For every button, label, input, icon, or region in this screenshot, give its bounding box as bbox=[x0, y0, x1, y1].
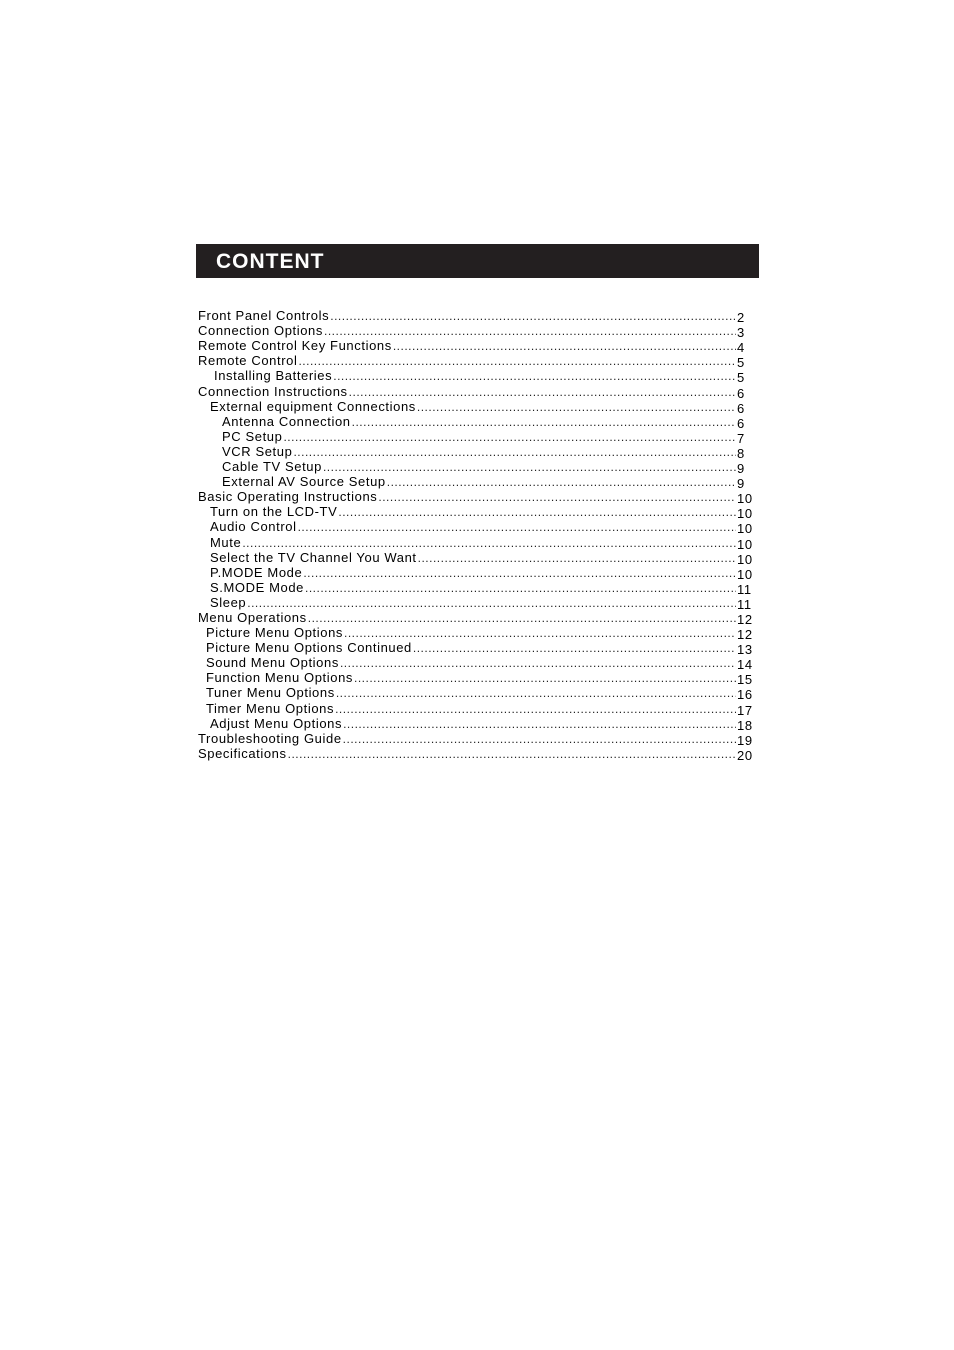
toc-dot-leader bbox=[298, 355, 736, 368]
toc-entry-page-number: 13 bbox=[737, 642, 753, 658]
toc-dot-leader bbox=[354, 672, 736, 685]
toc-entry-page-number: 4 bbox=[737, 340, 745, 356]
toc-entry-label: Connection Options bbox=[198, 323, 323, 339]
page-title: CONTENT bbox=[216, 250, 325, 273]
toc-dot-leader bbox=[393, 340, 736, 353]
toc-entry-label: Basic Operating Instructions bbox=[198, 489, 378, 505]
toc-entry-page-number: 20 bbox=[737, 747, 753, 763]
toc-entry-page-number: 10 bbox=[737, 521, 753, 537]
toc-entry[interactable] bbox=[198, 323, 759, 341]
toc-entry[interactable] bbox=[198, 429, 759, 444]
toc-entry[interactable] bbox=[198, 731, 759, 746]
toc-entry[interactable] bbox=[198, 444, 759, 459]
toc-entry-label: Sleep bbox=[210, 594, 247, 610]
toc-dot-leader bbox=[340, 657, 736, 670]
toc-entry-page-number: 10 bbox=[737, 491, 753, 507]
toc-entry-label: PC Setup bbox=[222, 428, 283, 444]
toc-dot-leader bbox=[333, 370, 736, 383]
toc-dot-leader bbox=[338, 506, 736, 519]
toc-entry[interactable] bbox=[198, 489, 759, 507]
toc-entry-label: External AV Source Setup bbox=[222, 474, 386, 490]
toc-entry-label: Connection Instructions bbox=[198, 383, 348, 399]
toc-dot-leader bbox=[344, 627, 736, 640]
toc-entry[interactable] bbox=[198, 519, 759, 537]
toc-dot-leader bbox=[288, 748, 736, 761]
toc-dot-leader bbox=[305, 582, 736, 595]
toc-dot-leader bbox=[323, 461, 736, 474]
toc-entry[interactable] bbox=[198, 580, 759, 595]
toc-entry-page-number: 16 bbox=[737, 687, 753, 703]
toc-entry-page-number: 5 bbox=[737, 355, 745, 371]
toc-entry-page-number: 15 bbox=[737, 672, 753, 688]
toc-entry-page-number: 12 bbox=[737, 627, 753, 643]
toc-entry-page-number: 9 bbox=[737, 461, 745, 477]
toc-entry-page-number: 12 bbox=[737, 611, 753, 627]
toc-dot-leader bbox=[418, 552, 736, 565]
toc-entry-page-number: 10 bbox=[737, 566, 753, 582]
toc-entry-label: Function Menu Options bbox=[206, 670, 354, 686]
toc-entry-page-number: 11 bbox=[737, 581, 752, 597]
toc-dot-leader bbox=[336, 687, 736, 700]
toc-entry-page-number: 6 bbox=[737, 385, 745, 401]
toc-entry-label: Picture Menu Options bbox=[206, 625, 344, 641]
toc-entry[interactable] bbox=[198, 746, 759, 761]
toc-entry-page-number: 8 bbox=[737, 445, 745, 461]
toc-entry[interactable] bbox=[198, 670, 759, 688]
toc-dot-leader bbox=[387, 476, 736, 489]
toc-entry-page-number: 3 bbox=[737, 325, 745, 341]
toc-entry-label: Tuner Menu Options bbox=[206, 685, 335, 701]
toc-dot-leader bbox=[324, 325, 736, 338]
toc-dot-leader bbox=[352, 416, 736, 429]
toc-entry[interactable] bbox=[198, 685, 759, 703]
toc-entry-label: Menu Operations bbox=[198, 609, 307, 625]
toc-entry[interactable] bbox=[198, 565, 759, 580]
toc-entry[interactable] bbox=[198, 655, 759, 673]
toc-dot-leader bbox=[335, 703, 736, 716]
toc-entry-page-number: 2 bbox=[737, 310, 745, 326]
toc-entry-page-number: 7 bbox=[737, 430, 745, 446]
toc-entry[interactable] bbox=[198, 353, 759, 371]
toc-entry-page-number: 10 bbox=[737, 506, 753, 522]
toc-entry-label: S.MODE Mode bbox=[210, 579, 305, 595]
toc-entry[interactable] bbox=[198, 716, 759, 731]
toc-entry-label: External equipment Connections bbox=[210, 398, 416, 414]
toc-dot-leader bbox=[293, 446, 736, 459]
toc-entry-label: Sound Menu Options bbox=[206, 655, 339, 671]
toc-entry-page-number: 10 bbox=[737, 536, 753, 552]
toc-entry-label: Audio Control bbox=[210, 519, 297, 535]
toc-dot-leader bbox=[343, 733, 736, 746]
toc-dot-leader bbox=[303, 567, 736, 580]
toc-entry-page-number: 6 bbox=[737, 400, 745, 416]
toc-entry-label: Adjust Menu Options bbox=[210, 715, 343, 731]
toc-entry[interactable] bbox=[198, 338, 759, 356]
toc-entry-label: P.MODE Mode bbox=[210, 564, 303, 580]
toc-entry[interactable] bbox=[198, 414, 759, 429]
toc-dot-leader bbox=[330, 310, 736, 323]
toc-entry[interactable] bbox=[198, 595, 759, 610]
toc-entry-label: Antenna Connection bbox=[222, 413, 351, 429]
toc-entry-label: Installing Batteries bbox=[214, 368, 333, 384]
toc-dot-leader bbox=[308, 612, 736, 625]
toc-entry[interactable] bbox=[198, 399, 759, 414]
toc-entry-label: Specifications bbox=[198, 745, 287, 761]
toc-entry-label: Front Panel Controls bbox=[198, 308, 330, 324]
table-of-contents bbox=[198, 308, 759, 761]
toc-entry[interactable] bbox=[198, 474, 759, 492]
toc-entry-page-number: 6 bbox=[737, 415, 745, 431]
toc-dot-leader bbox=[349, 386, 736, 399]
toc-dot-leader bbox=[283, 431, 736, 444]
toc-entry-label: Turn on the LCD-TV bbox=[210, 504, 338, 520]
toc-entry[interactable] bbox=[198, 368, 759, 386]
toc-entry[interactable] bbox=[198, 610, 759, 625]
toc-dot-leader bbox=[417, 401, 736, 414]
toc-entry[interactable] bbox=[198, 459, 759, 477]
toc-entry-page-number: 18 bbox=[737, 717, 753, 733]
toc-entry-label: Cable TV Setup bbox=[222, 459, 322, 475]
toc-entry-page-number: 5 bbox=[737, 370, 745, 386]
content-header-bar bbox=[196, 244, 759, 278]
toc-entry[interactable] bbox=[198, 383, 759, 401]
toc-entry-label: Select the TV Channel You Want bbox=[210, 549, 417, 565]
toc-dot-leader bbox=[247, 597, 736, 610]
toc-entry-page-number: 11 bbox=[737, 596, 752, 612]
toc-entry[interactable] bbox=[198, 640, 759, 658]
toc-entry-label: Remote Control Key Functions bbox=[198, 338, 392, 354]
toc-entry-page-number: 17 bbox=[737, 702, 753, 718]
toc-entry-label: Troubleshooting Guide bbox=[198, 730, 342, 746]
toc-entry[interactable] bbox=[198, 550, 759, 565]
toc-entry[interactable] bbox=[198, 308, 759, 326]
toc-entry[interactable] bbox=[198, 504, 759, 522]
toc-dot-leader bbox=[298, 521, 736, 534]
toc-entry-label: VCR Setup bbox=[222, 443, 293, 459]
toc-dot-leader bbox=[413, 642, 736, 655]
toc-entry-label: Mute bbox=[210, 534, 242, 550]
toc-entry[interactable] bbox=[198, 700, 759, 718]
toc-entry-page-number: 19 bbox=[737, 732, 753, 748]
toc-entry-label: Picture Menu Options Continued bbox=[206, 640, 412, 656]
toc-entry-label: Remote Control bbox=[198, 353, 298, 369]
toc-dot-leader bbox=[242, 537, 736, 550]
toc-entry-page-number: 9 bbox=[737, 476, 745, 492]
toc-dot-leader bbox=[343, 718, 736, 731]
toc-entry-page-number: 10 bbox=[737, 551, 753, 567]
toc-entry[interactable] bbox=[198, 534, 759, 552]
toc-entry-page-number: 14 bbox=[737, 657, 753, 673]
toc-dot-leader bbox=[378, 491, 736, 504]
toc-entry[interactable] bbox=[198, 625, 759, 643]
toc-entry-label: Timer Menu Options bbox=[206, 700, 335, 716]
